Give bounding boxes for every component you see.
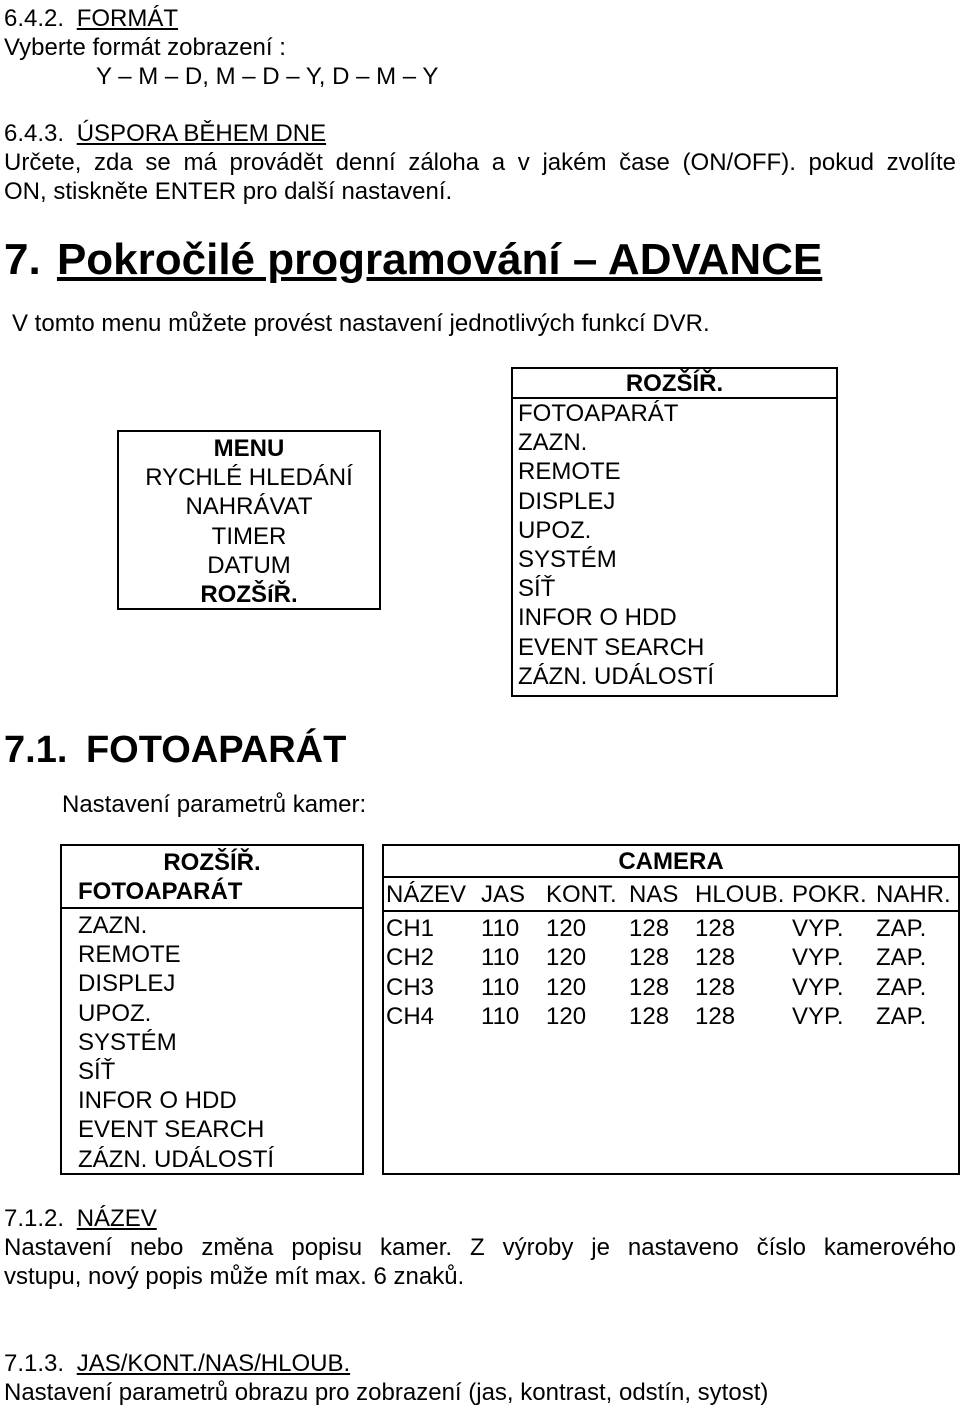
section-712-text-1: Nastavení nebo změna popisu kamer. Z výroby je nastaveno číslo kamerového xyxy=(4,1234,956,1261)
rozsir-bottom-item[interactable]: DISPLEJ xyxy=(78,970,176,998)
camera-table-row[interactable] xyxy=(384,973,958,1002)
camera-table-row[interactable] xyxy=(384,1002,958,1031)
camera-table-cell: CH3 xyxy=(386,973,435,1001)
section-712-text-2: vstupu, nový popis může mít max. 6 znaků. xyxy=(4,1263,465,1290)
camera-table-cell: ZAP. xyxy=(876,915,927,942)
camera-table-cell: 110 xyxy=(481,973,520,1001)
section-642-text: Vyberte formát zobrazení : xyxy=(4,34,286,61)
section-title: FOTOAPARÁT xyxy=(85,729,347,771)
camera-table-cell: 128 xyxy=(629,944,670,972)
camera-table-cell: 128 xyxy=(695,915,736,942)
rozsir-top-item[interactable]: UPOZ. xyxy=(518,516,592,544)
rozsir-bottom-item[interactable]: INFOR O HDD xyxy=(78,1087,237,1115)
section-number: 6.4.2. xyxy=(4,5,65,32)
section-title: NÁZEV xyxy=(76,1205,157,1232)
chapter-7-heading xyxy=(4,235,822,285)
chapter-number: 7. xyxy=(4,235,41,284)
rozsir-top-item[interactable]: ZAZN. xyxy=(518,429,588,457)
rozsir-top-item[interactable]: REMOTE xyxy=(518,458,621,486)
menu-items xyxy=(119,463,379,580)
camera-table-cell: CH4 xyxy=(386,1002,435,1030)
camera-table-cell: 128 xyxy=(695,944,736,972)
camera-table-cell: 110 xyxy=(481,1002,520,1030)
camera-table-cell: VYP. xyxy=(792,973,844,1001)
camera-table-cell: ZAP. xyxy=(876,973,927,1001)
menu-item-selected[interactable]: ROZŠíŘ. xyxy=(200,581,298,609)
camera-table-cell: 110 xyxy=(481,944,520,972)
section-712-heading xyxy=(4,1204,157,1233)
section-643-heading xyxy=(4,119,326,148)
section-title: FORMÁT xyxy=(76,5,179,32)
camera-column-header: NAHR. xyxy=(876,881,951,908)
camera-table-cell: 120 xyxy=(546,915,587,942)
camera-table-cell: 120 xyxy=(546,1002,587,1030)
rozsir-bottom-title: ROZŠÍŘ. xyxy=(163,849,261,876)
camera-table-cell: 128 xyxy=(629,1002,670,1030)
section-643-text-1: Určete, zda se má provádět denní záloha a v jakém čase (ON/OFF). pokud zvolíte xyxy=(4,149,956,176)
section-713-heading xyxy=(4,1349,350,1378)
camera-column-header: HLOUB. xyxy=(695,881,785,908)
menu-item[interactable]: DATUM xyxy=(207,551,291,579)
rozsir-bottom-item[interactable]: UPOZ. xyxy=(78,999,152,1027)
camera-table-cell: ZAP. xyxy=(876,944,927,972)
rozsir-bottom-item[interactable]: SYSTÉM xyxy=(78,1028,177,1056)
rozsir-bottom-item[interactable]: SÍŤ xyxy=(78,1058,116,1086)
camera-table-row[interactable] xyxy=(384,943,958,972)
camera-table-cell: CH2 xyxy=(386,944,435,972)
rozsir-top-item[interactable]: ZÁZN. UDÁLOSTÍ xyxy=(518,662,715,690)
camera-table-cell: 120 xyxy=(546,973,587,1001)
section-642-heading xyxy=(4,4,178,33)
camera-column-header: JAS xyxy=(481,881,526,908)
camera-table-cell: ZAP. xyxy=(876,1002,927,1030)
rozsir-bottom-item[interactable]: ZÁZN. UDÁLOSTÍ xyxy=(78,1145,275,1173)
camera-table-title: CAMERA xyxy=(384,846,958,878)
section-643-text-2: ON, stiskněte ENTER pro další nastavení. xyxy=(4,178,453,205)
section-71-heading xyxy=(4,728,346,772)
camera-column-header: NÁZEV xyxy=(386,881,467,908)
rozsir-top-item[interactable]: DISPLEJ xyxy=(518,487,616,515)
camera-table-header-row xyxy=(384,878,958,912)
camera-table-cell: VYP. xyxy=(792,1002,844,1030)
camera-column-header: KONT. xyxy=(546,881,617,908)
camera-table-cell: VYP. xyxy=(792,915,844,942)
section-number: 7.1.2. xyxy=(4,1205,65,1232)
rozsir-box-top xyxy=(511,367,838,697)
rozsir-bottom-items xyxy=(62,909,362,1174)
camera-column-header: POKR. xyxy=(792,881,867,908)
rozsir-bottom-item[interactable]: ZAZN. xyxy=(78,912,148,939)
section-number: 7.1. xyxy=(4,729,68,771)
chapter-7-intro: V tomto menu můžete provést nastavení jednotlivých funkcí DVR. xyxy=(12,310,710,337)
rozsir-top-item[interactable]: EVENT SEARCH xyxy=(518,633,705,661)
rozsir-top-item[interactable]: SYSTÉM xyxy=(518,546,617,574)
menu-item[interactable]: NAHRÁVAT xyxy=(185,493,313,521)
rozsir-bottom-item[interactable]: REMOTE xyxy=(78,941,181,969)
camera-table-cell: 128 xyxy=(695,973,736,1001)
section-713-text: Nastavení parametrů obrazu pro zobrazení (jas, kontrast, odstín, sytost) xyxy=(4,1379,769,1406)
section-number: 7.1.3. xyxy=(4,1350,65,1377)
chapter-title: Pokročilé programování – ADVANCE xyxy=(56,235,823,284)
camera-table xyxy=(382,844,960,1175)
camera-table-cell: 110 xyxy=(481,915,520,942)
camera-table-row[interactable] xyxy=(384,914,958,943)
menu-title: MENU xyxy=(213,435,285,462)
rozsir-top-item[interactable]: SÍŤ xyxy=(518,575,556,603)
rozsir-bottom-item[interactable]: EVENT SEARCH xyxy=(78,1116,265,1144)
menu-item[interactable]: TIMER xyxy=(211,522,287,550)
menu-box xyxy=(117,430,381,610)
section-number: 6.4.3. xyxy=(4,120,65,147)
camera-table-cell: 120 xyxy=(546,944,587,972)
section-title: JAS/KONT./NAS/HLOUB. xyxy=(76,1350,351,1377)
rozsir-top-items xyxy=(513,399,836,691)
rozsir-bottom-selected[interactable]: FOTOAPARÁT xyxy=(62,877,362,909)
menu-item[interactable]: RYCHLÉ HLEDÁNÍ xyxy=(145,464,353,492)
rozsir-top-item[interactable]: FOTOAPARÁT xyxy=(518,400,679,427)
camera-column-header: NAS xyxy=(629,881,679,908)
camera-table-cell: VYP. xyxy=(792,944,844,972)
camera-table-cell: 128 xyxy=(629,915,670,942)
rozsir-box-bottom xyxy=(60,844,364,1175)
format-options: Y – M – D, M – D – Y, D – M – Y xyxy=(96,63,439,90)
rozsir-top-title: ROZŠÍŘ. xyxy=(513,369,836,399)
camera-table-cell: CH1 xyxy=(386,915,435,942)
section-title: ÚSPORA BĚHEM DNE xyxy=(76,120,327,147)
camera-table-cell: 128 xyxy=(695,1002,736,1030)
camera-table-cell: 128 xyxy=(629,973,670,1001)
section-71-subtitle: Nastavení parametrů kamer: xyxy=(62,791,367,818)
rozsir-top-item[interactable]: INFOR O HDD xyxy=(518,604,677,632)
